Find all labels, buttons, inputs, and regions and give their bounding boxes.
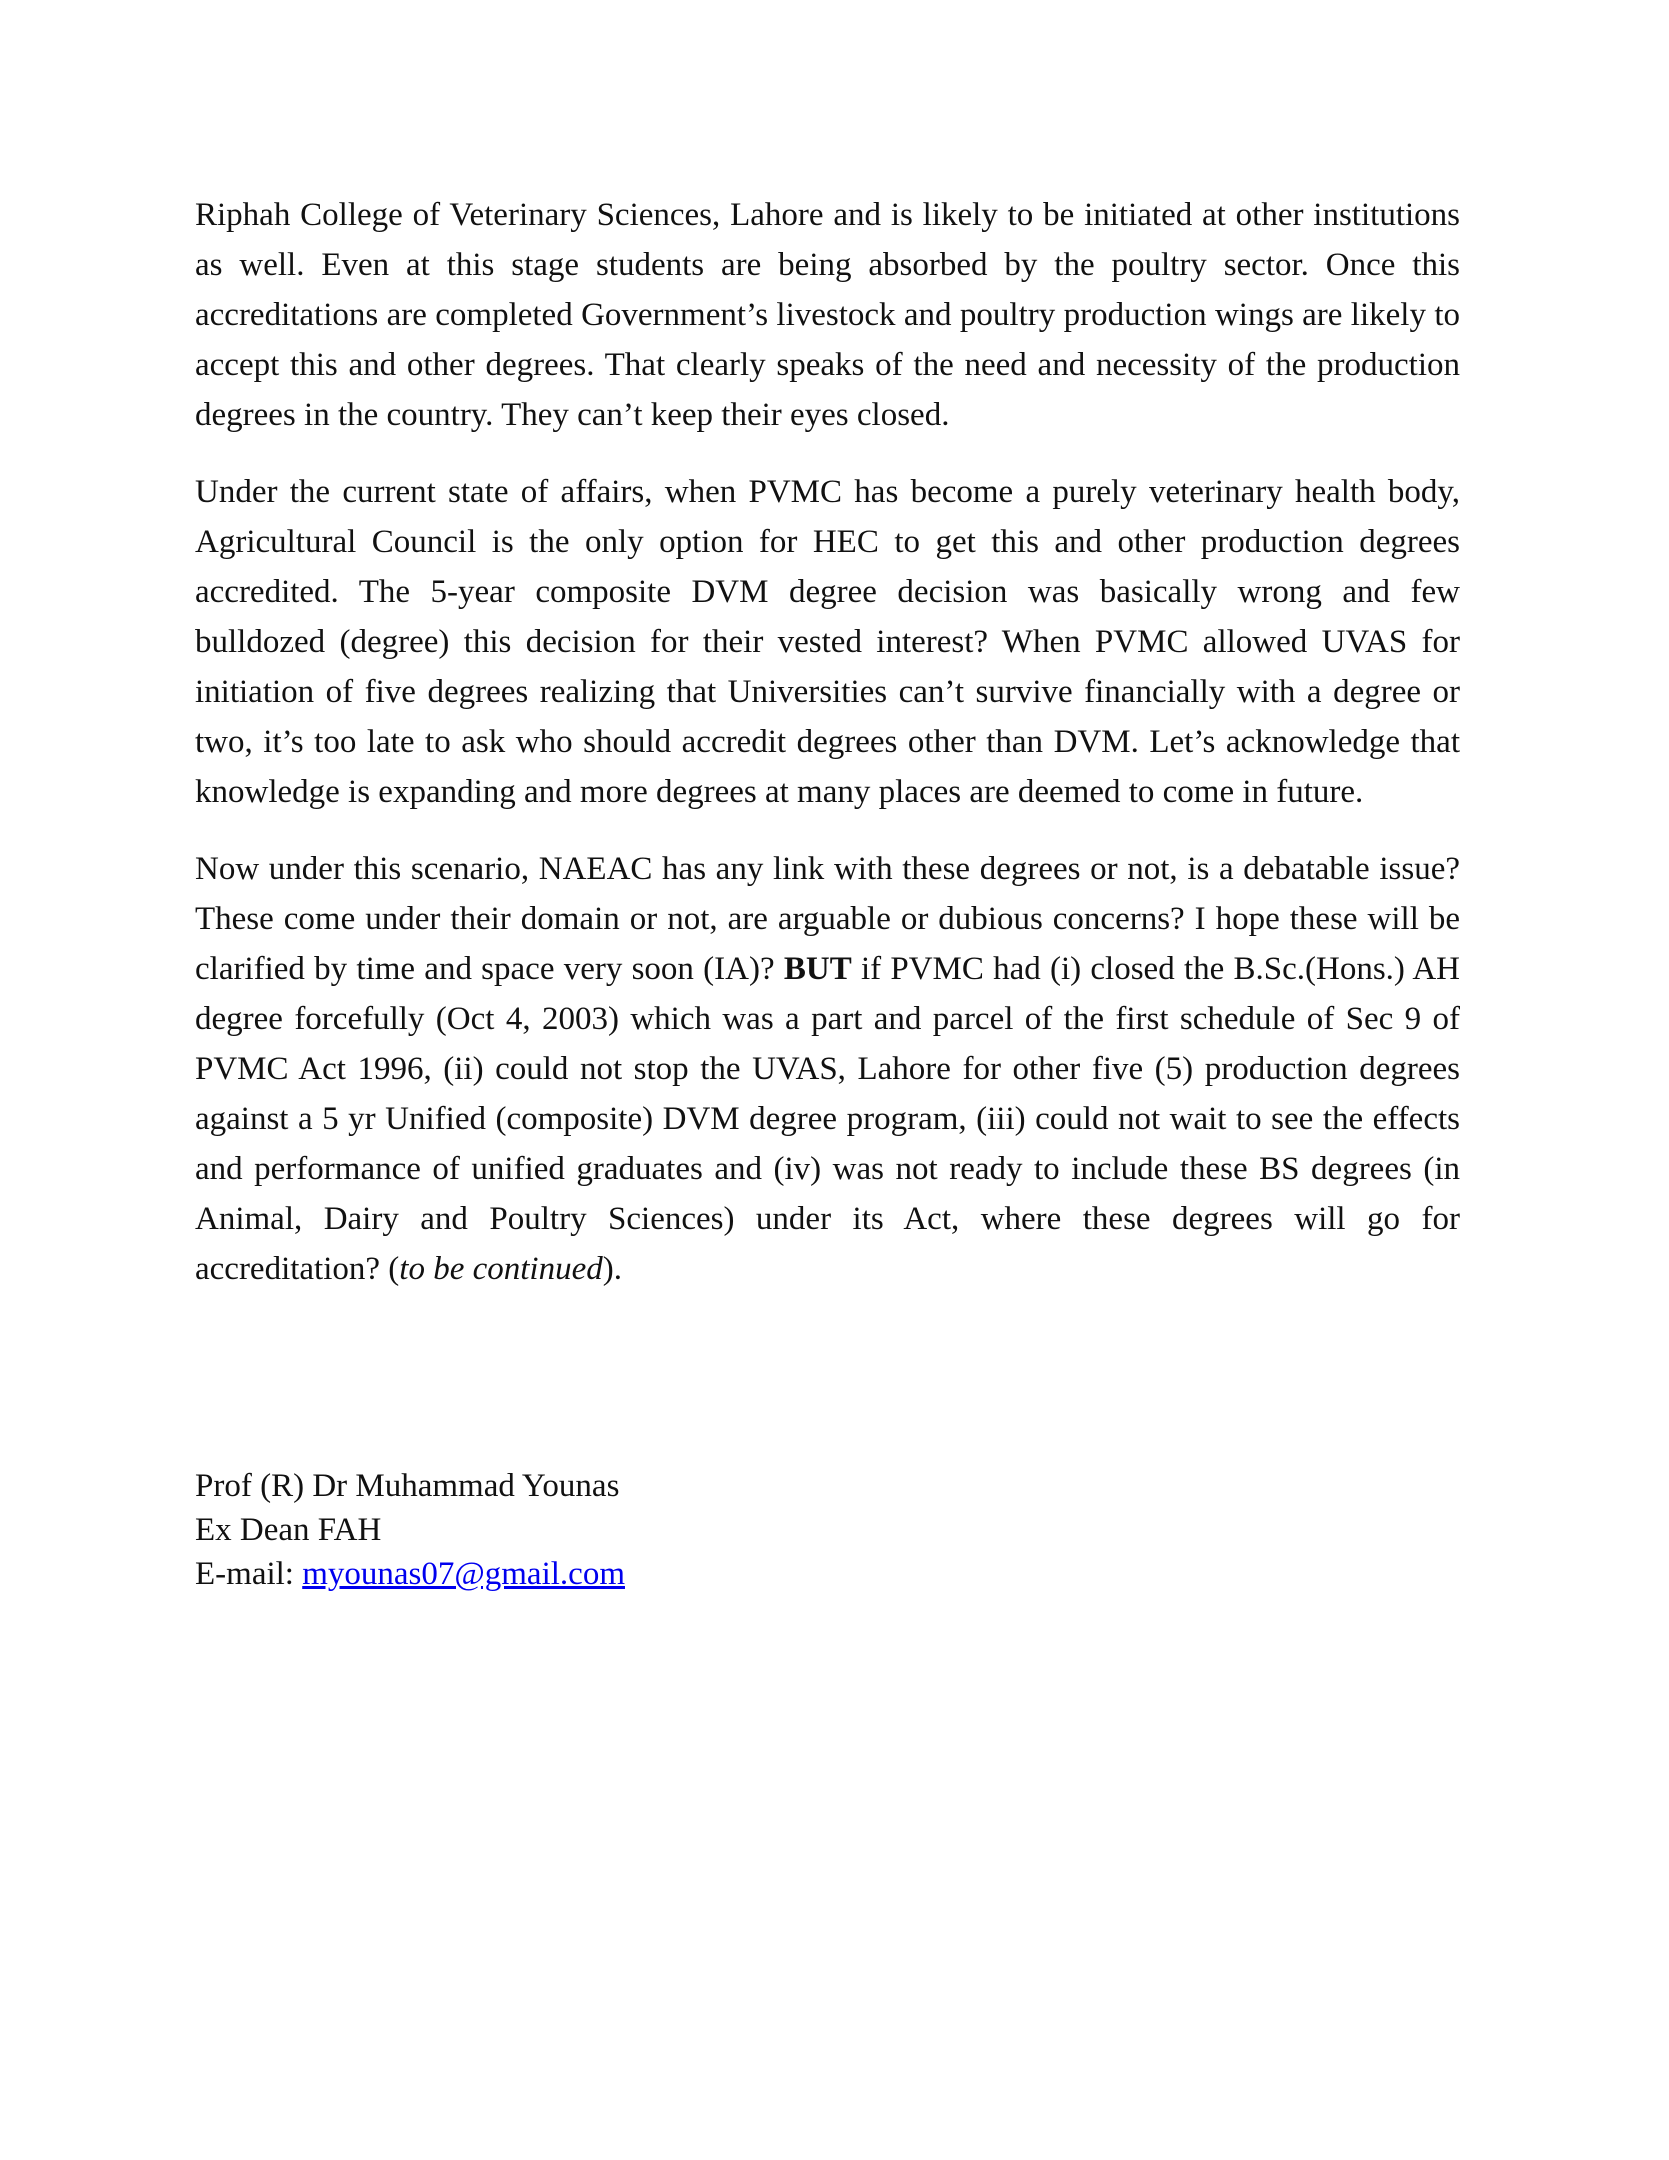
paragraph-3-text-b: if PVMC had (i) closed the B.Sc.(Hons.) AH degree forcefully (Oct 4, 2003) which was a part and parcel of the first schedule of Sec 9 of PVMC Act 1996, (ii) could not stop the UVAS, Lahore for other five (5) production degrees against a 5 yr Unified (composite) DVM degree program, (iii) could not wait to see the effects and performance of unified graduates and (iv) was not ready to include these BS degrees (in Animal, Dairy and Poultry Sciences) under its Act, where these degrees will go for accreditation? ( [195,951,1460,1287]
signature-block [195,1464,1460,1596]
paragraph-3-text-a: Now under this scenario, NAEAC has any link with these degrees or not, is a debatable issue? These come under their domain or not, are arguable or dubious concerns? I hope these will be clarified by time and space very soon (IA)? [195,851,1460,987]
document-page [195,190,1460,1596]
email-link[interactable]: myounas07@gmail.com [302,1556,625,1592]
to-be-continued-note: to be continued [399,1251,603,1287]
email-label: E-mail: [195,1556,303,1592]
author-title: Ex Dean FAH [195,1512,382,1548]
paragraph-1: Riphah College of Veterinary Sciences, Lahore and is likely to be initiated at other institutions as well. Even at this stage students are being absorbed by the poultry sector. Once this accreditations are completed Government’s livestock and poultry production wings are likely to accept this and other degrees. That clearly speaks of the need and necessity of the production degrees in the country. They can’t keep their eyes closed. [195,197,1460,433]
author-name: Prof (R) Dr Muhammad Younas [195,1468,620,1504]
paragraph-3 [195,844,1460,1294]
emphasis-but: BUT [783,951,852,987]
paragraph-2: Under the current state of affairs, when PVMC has become a purely veterinary health body, Agricultural Council is the only option for HEC to get this and other production degrees accredited. The 5-year composite DVM degree decision was basically wrong and few bulldozed (degree) this decision for their vested interest? When PVMC allowed UVAS for initiation of five degrees realizing that Universities can’t survive financially with a degree or two, it’s too late to ask who should accredit degrees other than DVM. Let’s acknowledge that knowledge is expanding and more degrees at many places are deemed to come in future. [195,474,1460,810]
author-email-line [195,1552,1460,1596]
paragraph-3-text-c: ). [602,1251,622,1287]
